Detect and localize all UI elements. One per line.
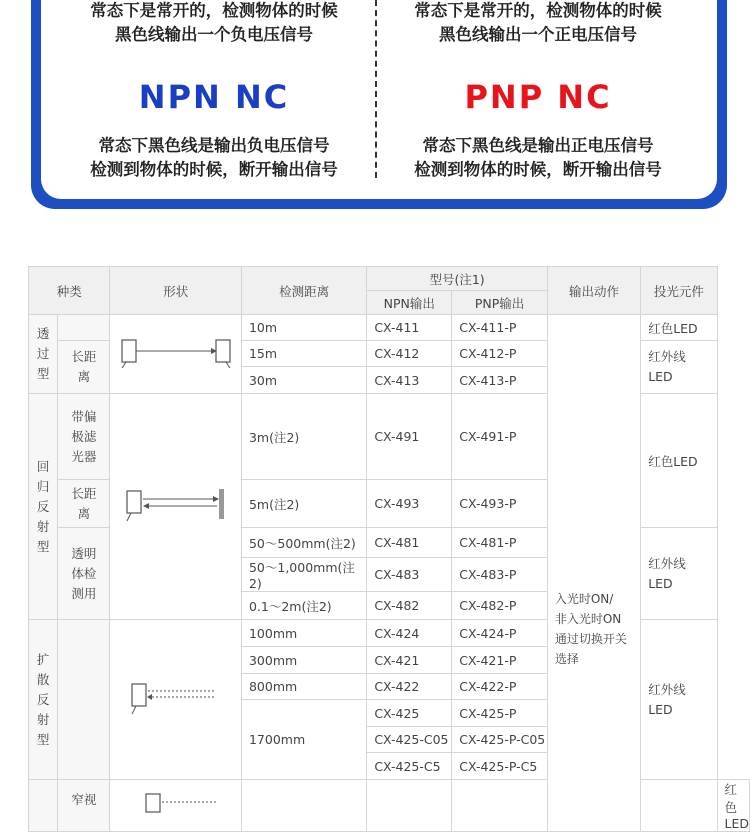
npn-model-cell: CX-425 <box>367 700 452 727</box>
npn-model-cell: CX-493 <box>367 480 452 528</box>
table-row <box>29 315 750 341</box>
table-row <box>29 620 750 647</box>
subtype-blank <box>58 620 110 780</box>
header-shape: 形状 <box>110 267 242 315</box>
retro-reflective-diagram <box>121 485 231 529</box>
npn-model-cell <box>367 780 452 832</box>
subtype-long-range: 长距离 <box>58 341 110 394</box>
npn-model-cell: CX-491 <box>367 394 452 480</box>
output-action-cell <box>547 315 640 832</box>
pnp-model-cell <box>452 780 548 832</box>
pnp-nc-title: PNP NC <box>464 78 612 116</box>
distance-cell: 15m <box>241 341 366 367</box>
group-blank <box>29 780 58 832</box>
pnp-model-cell: CX-483-P <box>452 558 548 592</box>
distance-cell: 3m(注2) <box>241 394 366 480</box>
subtype-long-range: 长距离 <box>58 480 110 528</box>
pnp-top-line1: 常态下是常开的，检测物体的时候 <box>414 1 662 20</box>
pnp-model-cell: CX-421-P <box>452 647 548 674</box>
header-distance: 检测距离 <box>241 267 366 315</box>
emitter-cell: 红外线LED <box>641 528 717 620</box>
subtype-narrow: 窄视 <box>58 780 110 832</box>
npn-nc-title: NPN NC <box>138 78 290 116</box>
narrow-view-diagram <box>126 790 226 814</box>
pnp-model-cell: CX-413-P <box>452 367 548 394</box>
emitter-cell: 红色LED <box>641 315 717 341</box>
table-row <box>29 394 750 480</box>
shape-retro-reflective <box>110 394 242 620</box>
npn-top-line1: 常态下是常开的，检测物体的时候 <box>90 1 338 20</box>
shape-narrow-view <box>110 780 242 832</box>
table-header-row <box>29 267 750 291</box>
header-output: 输出动作 <box>547 267 640 315</box>
emitter-cell: 红色LED <box>717 780 749 832</box>
pnp-model-cell: CX-422-P <box>452 674 548 700</box>
table-row <box>29 780 750 832</box>
group-retro: 回归反射型 <box>29 394 58 620</box>
npn-model-cell: CX-481 <box>367 528 452 558</box>
emitter-cell: 红外线LED <box>641 620 717 780</box>
distance-cell: 0.1～2m(注2) <box>241 592 366 620</box>
pnp-model-cell: CX-424-P <box>452 620 548 647</box>
npn-top-line2: 黑色线输出一个负电压信号 <box>115 25 313 44</box>
pnp-nc-panel <box>373 0 703 182</box>
output-action-line: 非入光时ON <box>554 612 622 626</box>
distance-cell: 800mm <box>241 674 366 700</box>
distance-cell: 30m <box>241 367 366 394</box>
subtype-blank <box>58 315 110 341</box>
distance-cell: 300mm <box>241 647 366 674</box>
emitter-cell: 红色LED <box>641 394 717 528</box>
through-beam-diagram <box>116 334 236 374</box>
pnp-model-cell: CX-425-P-C5 <box>452 753 548 780</box>
subtype-transparent: 透明体检测用 <box>58 528 110 620</box>
pnp-bottom-line2: 检测到物体的时候，断开输出信号 <box>414 160 662 179</box>
output-action-line: 入光时ON/ <box>554 592 614 606</box>
distance-cell: 100mm <box>241 620 366 647</box>
output-action-line: 通过切换开关 <box>554 632 627 646</box>
shape-through-beam <box>110 315 242 394</box>
npn-model-cell: CX-482 <box>367 592 452 620</box>
npn-nc-panel <box>49 0 379 182</box>
pnp-model-cell: CX-412-P <box>452 341 548 367</box>
header-emitter: 投光元件 <box>641 267 717 315</box>
npn-model-cell: CX-413 <box>367 367 452 394</box>
npn-model-cell: CX-483 <box>367 558 452 592</box>
group-through: 透过型 <box>29 315 58 394</box>
npn-model-cell: CX-411 <box>367 315 452 341</box>
distance-cell: 50～1,000mm(注2) <box>241 558 366 592</box>
npn-model-cell: CX-421 <box>367 647 452 674</box>
distance-cell <box>241 780 366 832</box>
npn-model-cell: CX-425-C5 <box>367 753 452 780</box>
npn-bottom-line2: 检测到物体的时候，断开输出信号 <box>90 160 338 179</box>
header-npn: NPN输出 <box>367 291 452 315</box>
npn-bottom-line1: 常态下黑色线是输出负电压信号 <box>98 136 330 155</box>
pnp-model-cell: CX-411-P <box>452 315 548 341</box>
header-kind: 种类 <box>29 267 110 315</box>
header-model: 型号(注1) <box>367 267 548 291</box>
diffuse-reflective-diagram <box>126 678 226 722</box>
pnp-model-cell: CX-491-P <box>452 394 548 480</box>
group-diffuse: 扩散反射型 <box>29 620 58 780</box>
pnp-model-cell: CX-481-P <box>452 528 548 558</box>
distance-cell: 50～500mm(注2) <box>241 528 366 558</box>
output-action-line: 选择 <box>554 652 579 666</box>
npn-model-cell: CX-425-C05 <box>367 727 452 753</box>
npn-model-cell: CX-422 <box>367 674 452 700</box>
pnp-model-cell: CX-425-P-C05 <box>452 727 548 753</box>
pnp-model-cell: CX-425-P <box>452 700 548 727</box>
pnp-top-line2: 黑色线输出一个正电压信号 <box>439 25 637 44</box>
distance-cell: 1700mm <box>241 700 366 780</box>
distance-cell: 10m <box>241 315 366 341</box>
distance-cell: 5m(注2) <box>241 480 366 528</box>
pnp-model-cell: CX-493-P <box>452 480 548 528</box>
npn-model-cell: CX-424 <box>367 620 452 647</box>
pnp-bottom-line1: 常态下黑色线是输出正电压信号 <box>422 136 654 155</box>
emitter-cell: 红外线LED <box>641 341 717 394</box>
npn-model-cell: CX-412 <box>367 341 452 367</box>
header-pnp: PNP输出 <box>452 291 548 315</box>
shape-diffuse-reflective <box>110 620 242 780</box>
subtype-polarizing: 带偏极滤光器 <box>58 394 110 480</box>
sensor-spec-table <box>28 266 750 832</box>
pnp-model-cell: CX-482-P <box>452 592 548 620</box>
output-action-blank <box>641 780 717 832</box>
